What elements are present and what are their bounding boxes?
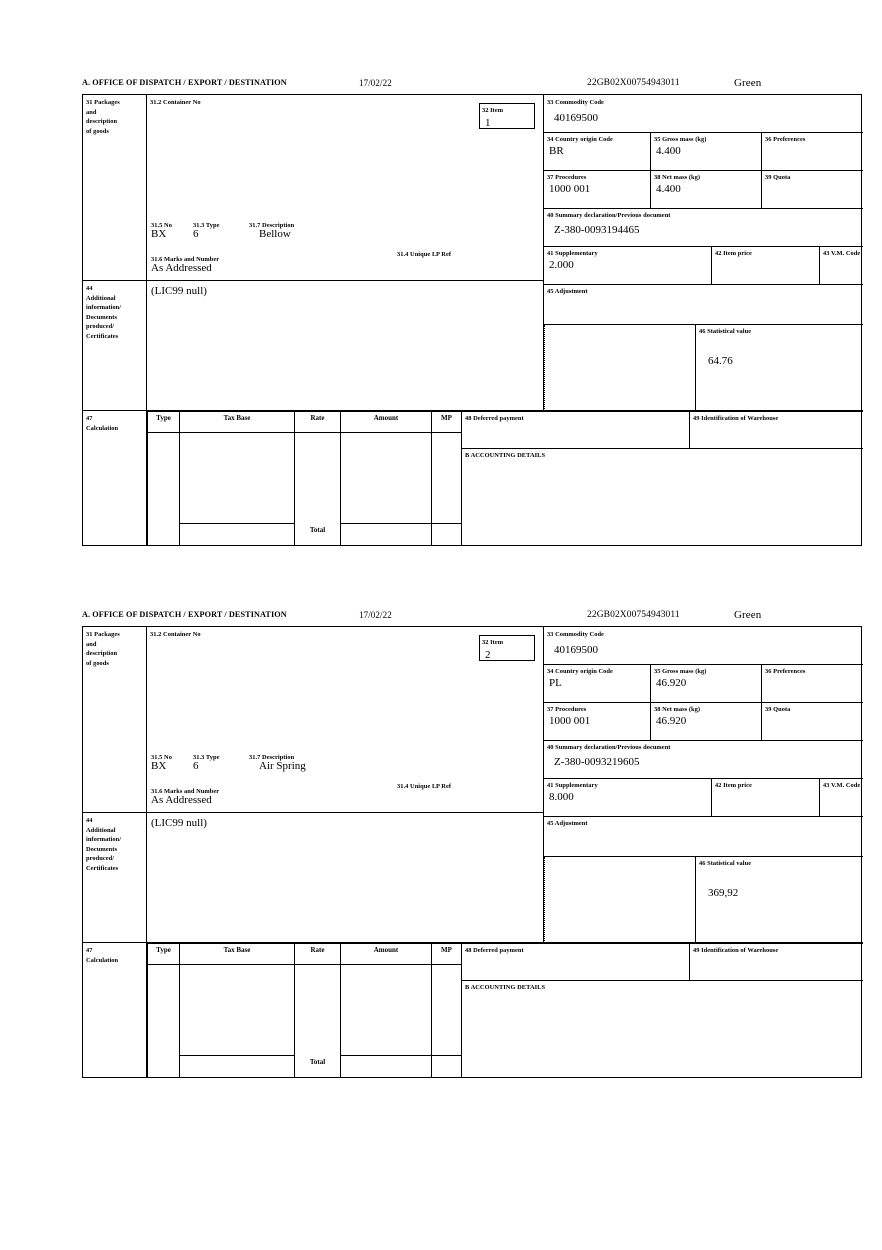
box-38-net-mass-2 (651, 703, 762, 741)
box-33-commodity (544, 95, 863, 133)
box-44-line-5-2: produced/ (86, 855, 115, 863)
box-47-col-type-2 (147, 943, 180, 965)
box-31-line-2-2: and (86, 640, 97, 648)
box-43-vm-code (820, 247, 863, 285)
declaration-grid-1 (82, 94, 862, 546)
box-47-cell-amount-2 (341, 965, 432, 1056)
box-35-value: 4.400 (656, 144, 681, 157)
box-44-line-6: Certificates (86, 333, 119, 341)
box-47-total-label-2: Total (309, 1058, 326, 1066)
box-35-label-2: 35 Gross mass (kg) (654, 668, 707, 675)
box-B-label: B ACCOUNTING DETAILS (465, 452, 546, 459)
box-35-gross-mass (651, 133, 762, 171)
box-47-total-label-cell-2 (295, 1056, 341, 1078)
box-33-label-2: 33 Commodity Code (547, 631, 604, 638)
box-47-cell-taxbase-2 (180, 965, 295, 1056)
box-47-col-taxbase (180, 411, 295, 433)
box-44-line-2: Additional (86, 294, 116, 302)
box-31-5-label: 31.5 No (151, 222, 172, 229)
box-47-header-amount-2: Amount (373, 946, 399, 954)
box-33-value-2: 40169500 (554, 643, 598, 656)
box-31-6-marks: As Addressed (151, 262, 212, 274)
box-49-label-2: 49 Identification of Warehouse (693, 947, 779, 954)
box-44-line-1-2: 44 (86, 817, 93, 824)
box-33-label: 33 Commodity Code (547, 99, 604, 106)
box-35-gross-mass-2 (651, 665, 762, 703)
form-header-1 (82, 78, 862, 94)
box-41-label: 41 Supplementary (547, 250, 598, 257)
box-47-header-mp-2: MP (441, 946, 452, 954)
declaration-grid-2 (82, 626, 862, 1078)
box-47-cell-mp-2 (432, 965, 462, 1056)
box-44-label (83, 281, 147, 411)
box-47-header-rate-2: Rate (310, 946, 325, 954)
box-46-value: 64.76 (708, 354, 733, 367)
box-34-origin-2 (544, 665, 651, 703)
box-34-origin (544, 133, 651, 171)
box-47-cell-type (147, 433, 180, 524)
box-47-total-amount-2 (341, 1056, 432, 1078)
box-48-label-2: 48 Deferred payment (465, 947, 524, 954)
box-46-statistical-value-2 (695, 857, 863, 943)
box-47-header-type-2: Type (156, 946, 171, 954)
box-37-procedures (544, 171, 651, 209)
box-38-value-2: 46.920 (656, 714, 687, 727)
box-47-cell-amount (341, 433, 432, 524)
lane-status: Green (734, 77, 762, 89)
box-38-label: 38 Net mass (kg) (654, 174, 701, 181)
box-47-label-2 (83, 943, 147, 1078)
box-31-line-4-2: of goods (86, 659, 109, 667)
box-40-previous-document (544, 209, 863, 247)
box-32-item (479, 103, 535, 129)
box-33-value: 40169500 (554, 111, 598, 124)
box-47-cell-rate-2 (295, 965, 341, 1056)
box-31-line-1-2: 31 Packages (86, 631, 120, 638)
box-31-3-package-type-2: 6 (193, 760, 199, 772)
box-31-3-label: 31.3 Type (193, 222, 220, 229)
box-47-line-1-2: 47 (86, 947, 93, 954)
box-44-value-2: (LIC99 null) (151, 817, 207, 829)
box-47-cell-taxbase (180, 433, 295, 524)
office-label: A. OFFICE OF DISPATCH / EXPORT / DESTINATION (82, 78, 287, 87)
box-41-value: 2.000 (549, 258, 574, 271)
box-31-3-label-2: 31.3 Type (193, 754, 220, 761)
box-31-3-package-type: 6 (193, 228, 199, 240)
box-47-line-2-2: Calculation (86, 956, 119, 964)
box-31-5-label-2: 31.5 No (151, 754, 172, 761)
box-39-label-2: 39 Quota (765, 706, 791, 713)
box-45-label-2: 45 Adjustment (547, 820, 588, 827)
box-42-item-price-2 (712, 779, 820, 817)
box-44-line-5: produced/ (86, 323, 115, 331)
box-31-6-marks-2: As Addressed (151, 794, 212, 806)
box-38-value: 4.400 (656, 182, 681, 195)
box-37-label-2: 37 Procedures (547, 706, 587, 713)
mrn-number: 22GB02X00754943011 (587, 78, 680, 88)
box-47-col-rate (295, 411, 341, 433)
box-B-label-2: B ACCOUNTING DETAILS (465, 984, 546, 991)
box-45-label: 45 Adjustment (547, 288, 588, 295)
box-38-net-mass (651, 171, 762, 209)
box-48-deferred-payment (462, 411, 690, 449)
box-46-label: 46 Statistical value (699, 328, 752, 335)
box-46-statistical-value (695, 325, 863, 411)
box-44-line-3: information/ (86, 304, 122, 312)
box-47-header-amount: Amount (373, 414, 399, 422)
box-31-label (83, 95, 147, 281)
box-31-6-label-2: 31.6 Marks and Number (151, 788, 220, 795)
box-B-accounting-2 (462, 981, 863, 1078)
declaration-form-1 (82, 78, 862, 546)
box-31-label-2 (83, 627, 147, 813)
box-31-2-label-2: 31.2 Container No (150, 631, 201, 638)
box-31-6-label: 31.6 Marks and Number (151, 256, 220, 263)
box-31-7-description: Bellow (259, 228, 291, 240)
box-32-item-number: 1 (485, 116, 491, 129)
box-36-label: 36 Preferences (765, 136, 806, 143)
box-31-line-3: description (86, 118, 118, 126)
box-47-cell-mp (432, 433, 462, 524)
box-37-label: 37 Procedures (547, 174, 587, 181)
box-31-line-4: of goods (86, 127, 109, 135)
box-31-line-2: and (86, 108, 97, 116)
box-32-item-number-2: 2 (485, 648, 491, 661)
box-B-accounting (462, 449, 863, 546)
form-header-2 (82, 610, 862, 626)
box-37-value-2: 1000 001 (549, 714, 591, 727)
box-48-label: 48 Deferred payment (465, 415, 524, 422)
box-40-label: 40 Summary declaration/Previous document (547, 212, 671, 219)
box-47-col-amount-2 (341, 943, 432, 965)
box-31-5-packages-no: BX (151, 228, 167, 240)
box-49-warehouse (690, 411, 863, 449)
box-44-line-6-2: Certificates (86, 865, 119, 873)
box-47-total-label: Total (309, 526, 326, 534)
box-47-header-taxbase-2: Tax Base (223, 946, 251, 954)
box-47-cell-rate (295, 433, 341, 524)
box-47-total-blank-2 (180, 1056, 295, 1078)
box-36-preferences-2 (762, 665, 863, 703)
box-40-value: Z-380-0093194465 (554, 223, 640, 236)
box-47-col-mp (432, 411, 462, 433)
box-31-line-3-2: description (86, 650, 118, 658)
box-47-total-amount (341, 524, 432, 546)
box-35-label: 35 Gross mass (kg) (654, 136, 707, 143)
box-39-label: 39 Quota (765, 174, 791, 181)
box-49-label: 49 Identification of Warehouse (693, 415, 779, 422)
box-31-7-label: 31.7 Description (249, 222, 295, 229)
box-41-value-2: 8.000 (549, 790, 574, 803)
box-32-label-2: 32 Item (482, 639, 504, 646)
box-35-value-2: 46.920 (656, 676, 687, 689)
box-47-total-label-cell (295, 524, 341, 546)
box-47-total-blank (180, 524, 295, 546)
box-47-total-mp (432, 524, 462, 546)
box-47-col-rate-2 (295, 943, 341, 965)
office-label-2: A. OFFICE OF DISPATCH / EXPORT / DESTINATION (82, 610, 287, 619)
box-40-label-2: 40 Summary declaration/Previous document (547, 744, 671, 751)
box-41-label-2: 41 Supplementary (547, 782, 598, 789)
box-41-supplementary (544, 247, 712, 285)
box-42-label: 42 Item price (715, 250, 752, 257)
box-44-line-4: Documents (86, 313, 117, 321)
box-44-line-1: 44 (86, 285, 93, 292)
box-31-7-description-2: Air Spring (259, 760, 306, 772)
box-47-line-2: Calculation (86, 424, 119, 432)
box-44-label-2 (83, 813, 147, 943)
box-44-additional-info-2 (147, 813, 544, 943)
box-38-label-2: 38 Net mass (kg) (654, 706, 701, 713)
box-31-2-label: 31.2 Container No (150, 99, 201, 106)
box-44-line-3-2: information/ (86, 836, 122, 844)
box-47-col-type (147, 411, 180, 433)
box-47-total-mp-2 (432, 1056, 462, 1078)
box-43-label: 43 V.M. Code (823, 250, 861, 257)
box-31-line-1: 31 Packages (86, 99, 120, 106)
box-39-quota (762, 171, 863, 209)
box-44-value: (LIC99 null) (151, 285, 207, 297)
box-42-item-price (712, 247, 820, 285)
box-48-deferred-payment-2 (462, 943, 690, 981)
box-47-total-type-2 (147, 1056, 180, 1078)
box-44-line-4-2: Documents (86, 845, 117, 853)
box-45-adjustment-2 (544, 817, 863, 857)
box-40-value-2: Z-380-0093219605 (554, 755, 640, 768)
box-31-5-packages-no-2: BX (151, 760, 167, 772)
box-34-label-2: 34 Country origin Code (547, 668, 613, 675)
box-47-label (83, 411, 147, 546)
box-36-label-2: 36 Preferences (765, 668, 806, 675)
lane-status-2: Green (734, 609, 762, 621)
box-34-label: 34 Country origin Code (547, 136, 613, 143)
box-47-line-1: 47 (86, 415, 93, 422)
box-47-col-mp-2 (432, 943, 462, 965)
box-44-line-2-2: Additional (86, 826, 116, 834)
box-37-value: 1000 001 (549, 182, 591, 195)
box-32-label: 32 Item (482, 107, 504, 114)
box-47-total-type (147, 524, 180, 546)
box-34-value: BR (549, 144, 564, 157)
box-34-value-2: PL (549, 676, 562, 689)
box-31-7-label-2: 31.7 Description (249, 754, 295, 761)
mrn-number-2: 22GB02X00754943011 (587, 610, 680, 620)
box-46-label-2: 46 Statistical value (699, 860, 752, 867)
box-49-warehouse-2 (690, 943, 863, 981)
declaration-date-2: 17/02/22 (359, 610, 392, 620)
box-46-value-2: 369,92 (708, 886, 739, 899)
box-39-quota-2 (762, 703, 863, 741)
box-45-dotted-divider-2 (544, 857, 545, 943)
box-44-additional-info (147, 281, 544, 411)
box-47-col-amount (341, 411, 432, 433)
box-41-supplementary-2 (544, 779, 712, 817)
box-45-adjustment (544, 285, 863, 325)
box-47-header-taxbase: Tax Base (223, 414, 251, 422)
box-36-preferences (762, 133, 863, 171)
box-37-procedures-2 (544, 703, 651, 741)
box-32-item-2 (479, 635, 535, 661)
declaration-date: 17/02/22 (359, 78, 392, 88)
box-43-vm-code-2 (820, 779, 863, 817)
box-43-label-2: 43 V.M. Code (823, 782, 861, 789)
box-47-col-taxbase-2 (180, 943, 295, 965)
box-40-previous-document-2 (544, 741, 863, 779)
declaration-form-2 (82, 610, 862, 1078)
box-31-4-label-2: 31.4 Unique I.P Ref (397, 783, 452, 790)
box-33-commodity-2 (544, 627, 863, 665)
box-47-header-rate: Rate (310, 414, 325, 422)
box-42-label-2: 42 Item price (715, 782, 752, 789)
box-47-header-mp: MP (441, 414, 452, 422)
box-45-dotted-divider (544, 325, 545, 411)
box-31-4-label: 31.4 Unique I.P Ref (397, 251, 452, 258)
box-47-header-type: Type (156, 414, 171, 422)
box-47-cell-type-2 (147, 965, 180, 1056)
